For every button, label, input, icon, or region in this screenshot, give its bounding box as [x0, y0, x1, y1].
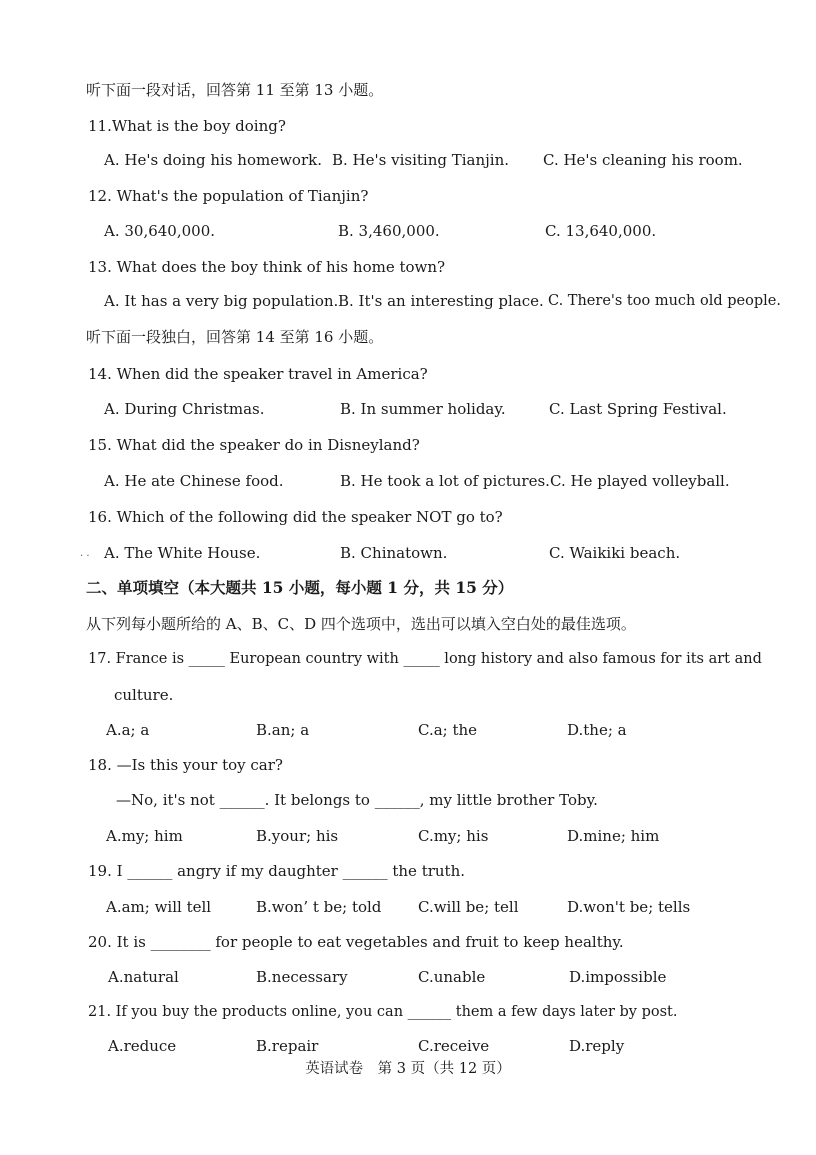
q13-option-b: B. It's an interesting place. [338, 292, 544, 310]
q17-option-c: C.a; the [418, 721, 478, 739]
question-17: 17. France is _____ European country with _____ long history and also famous for its art and [88, 651, 762, 667]
q17-option-b: B.an; a [256, 721, 310, 739]
q11-option-b: B. He's visiting Tianjin. [332, 151, 510, 169]
section-instruction: 从下列每小题所给的 A、B、C、D 四个选项中，选出可以填入空白处的最佳选项。 [86, 615, 636, 633]
question-19: 19. I ______ angry if my daughter ______ the truth. [88, 862, 466, 880]
q13-option-a: A. It has a very big population. [104, 292, 339, 310]
q18-option-c: C.my; his [418, 827, 489, 845]
q21-option-a: A.reduce [108, 1037, 177, 1055]
q15-option-c: C. He played volleyball. [550, 472, 730, 490]
q19-option-a: A.am; will tell [106, 898, 212, 916]
page-footer: 英语试卷 第 3 页（共 12 页） [305, 1061, 511, 1077]
q18-option-d: D.mine; him [567, 827, 660, 845]
q17-option-a: A.a; a [106, 721, 150, 739]
q16-option-c: C. Waikiki beach. [549, 544, 681, 562]
q16-option-b: B. Chinatown. [340, 544, 448, 562]
question-12: 12. What's the population of Tianjin? [88, 187, 369, 205]
scan-speck: . . [80, 548, 90, 559]
monologue-instruction: 听下面一段独白，回答第 14 至第 16 小题。 [86, 328, 384, 346]
q21-option-d: D.reply [569, 1037, 625, 1055]
question-17-continued: culture. [114, 686, 174, 704]
question-15: 15. What did the speaker do in Disneyland? [88, 436, 420, 454]
question-16: 16. Which of the following did the speaker NOT go to? [88, 508, 503, 526]
q14-option-c: C. Last Spring Festival. [549, 400, 727, 418]
question-18: 18. —Is this your toy car? [88, 756, 283, 774]
q12-option-b: B. 3,460,000. [338, 222, 440, 240]
q20-option-d: D.impossible [569, 968, 667, 986]
q14-option-b: B. In summer holiday. [340, 400, 506, 418]
q12-option-a: A. 30,640,000. [104, 222, 216, 240]
q19-option-d: D.won't be; tells [567, 898, 691, 916]
q20-option-b: B.necessary [256, 968, 348, 986]
q11-option-a: A. He's doing his homework. [104, 151, 322, 169]
q18-option-a: A.my; him [106, 827, 183, 845]
q14-option-a: A. During Christmas. [104, 400, 265, 418]
q15-option-a: A. He ate Chinese food. [104, 472, 284, 490]
dialogue-instruction: 听下面一段对话，回答第 11 至第 13 小题。 [86, 81, 384, 99]
question-20: 20. It is ________ for people to eat vegetables and fruit to keep healthy. [88, 933, 624, 951]
question-14: 14. When did the speaker travel in America? [88, 365, 428, 383]
q11-option-c: C. He's cleaning his room. [543, 151, 743, 169]
q18-option-b: B.your; his [256, 827, 339, 845]
q21-option-c: C.receive [418, 1037, 490, 1055]
question-18-continued: —No, it's not ______. It belongs to ______, my little brother Toby. [116, 791, 598, 809]
section-title: 二、单项填空（本大题共 15 小题，每小题 1 分，共 15 分） [86, 578, 514, 597]
question-13: 13. What does the boy think of his home town? [88, 258, 446, 276]
q20-option-a: A.natural [108, 968, 179, 986]
q20-option-c: C.unable [418, 968, 486, 986]
q19-option-c: C.will be; tell [418, 898, 519, 916]
q13-option-c: C. There's too much old people. [548, 293, 781, 309]
q17-option-d: D.the; a [567, 721, 627, 739]
question-21: 21. If you buy the products online, you can ______ them a few days later by post. [88, 1004, 678, 1020]
q16-option-a: A. The White House. [104, 544, 261, 562]
q21-option-b: B.repair [256, 1037, 319, 1055]
q19-option-b: B.won’ t be; told [256, 898, 382, 916]
q15-option-b: B. He took a lot of pictures. [340, 472, 550, 490]
q12-option-c: C. 13,640,000. [545, 222, 657, 240]
question-11: 11.What is the boy doing? [88, 117, 286, 135]
